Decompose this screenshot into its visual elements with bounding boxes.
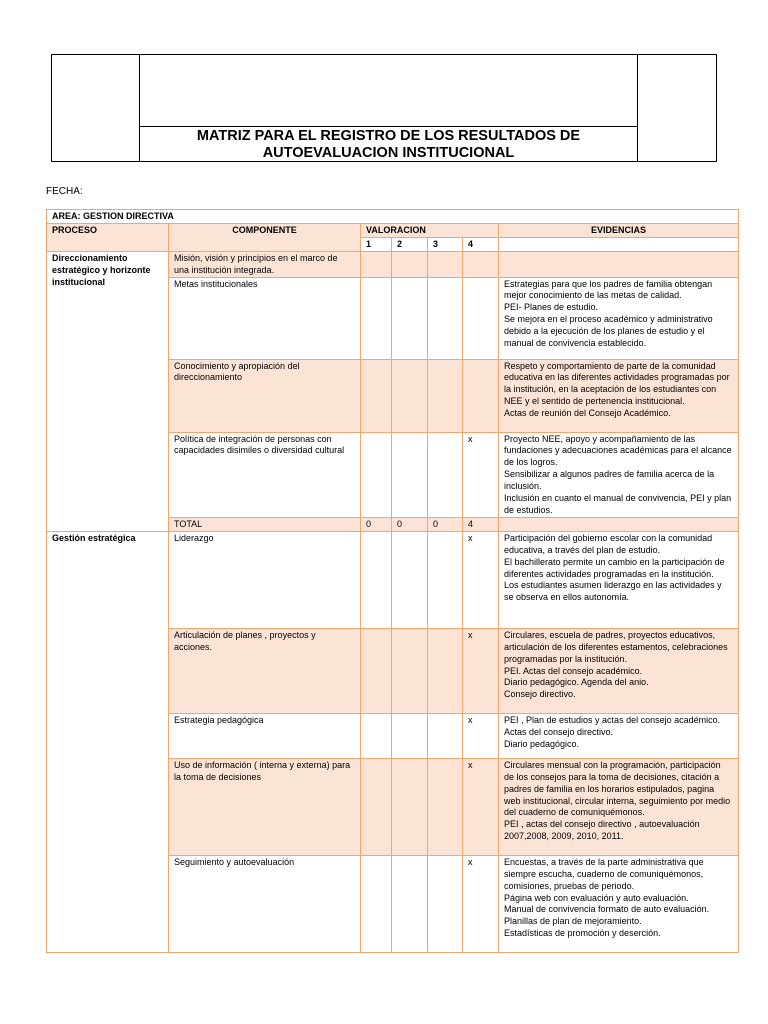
evidence-line: Se mejora en el proceso académico y administrativo debido a la ejecución de los planes de estudio y el manual de convivencia establecido. [504, 314, 713, 349]
column-header-row [47, 223, 739, 237]
val-cell-1 [361, 359, 392, 432]
val-cell-3 [428, 251, 463, 277]
evidencias-cell [499, 713, 739, 758]
evidencias-cell [499, 251, 739, 277]
val-cell-2 [392, 628, 428, 713]
val-cell-4: x [463, 758, 499, 855]
area-title: AREA: GESTION DIRECTIVA [47, 210, 739, 224]
componente-cell: Conocimiento y apropiación del direccionamiento [169, 359, 361, 432]
val-cell-1 [361, 713, 392, 758]
val-cell-3 [428, 758, 463, 855]
val-cell-3 [428, 359, 463, 432]
val-cell-2 [392, 277, 428, 359]
evidence-line: PEI- Planes de estudio. [504, 302, 599, 313]
evidence-line: Inclusión en cuanto el manual de convivencia, PEI y plan de estudios. [504, 493, 732, 515]
proceso-cell: Gestión estratégica [47, 531, 169, 952]
componente-cell: Metas institucionales [169, 277, 361, 359]
componente-cell: Articulación de planes , proyectos y acciones. [169, 628, 361, 713]
col-header-evidencias: EVIDENCIAS [499, 223, 739, 237]
val-cell-2 [392, 251, 428, 277]
val-cell-4: x [463, 432, 499, 517]
val-cell-4: x [463, 855, 499, 952]
evidence-line: Proyecto NEE, apoyo y acompañamiento de las fundaciones y adecuaciones académicas para el alcance de los logros. [504, 433, 732, 468]
evidence-line: El bachillerato permite un cambio en la participación de diferentes actividades programadas en la institución. [504, 556, 725, 579]
val-cell-2 [392, 758, 428, 855]
evidence-line: PEI , actas del consejo directivo , autoevaluación 2007,2008, 2009, 2010, 2011. [504, 819, 700, 842]
total-val-3: 0 [428, 517, 463, 531]
componente-cell: Seguimiento y autoevaluación [169, 855, 361, 952]
col-header-proceso: PROCESO [47, 223, 169, 251]
evidence-line: Diario pedagógico. Agenda del anio. [504, 677, 649, 688]
header-divider-horizontal [139, 126, 637, 127]
componente-cell: Misión, visión y principios en el marco de una institución integrada. [169, 251, 361, 277]
evidence-line: Estrategias para que los padres de familia obtengan mejor conocimiento de las metas de calidad. [504, 278, 713, 301]
evidence-line: Planillas de plan de mejoramiento. [504, 916, 642, 927]
val-cell-1 [361, 855, 392, 952]
total-val-1: 0 [361, 517, 392, 531]
val-cell-3 [428, 531, 463, 628]
evidence-line: Estadísticas de promoción y deserción. [504, 928, 661, 939]
evidence-line: Participación del gobierno escolar con la comunidad educativa, a través del plan de estudio. [504, 532, 713, 555]
val-cell-1 [361, 628, 392, 713]
table-row [47, 531, 739, 628]
evidence-line: Circulares, escuela de padres, proyectos educativos, articulación de los diferentes estamentos, celebraciones programadas por la institución. [504, 629, 728, 664]
evidencias-cell [499, 359, 739, 432]
val-cell-3 [428, 628, 463, 713]
val-cell-3 [428, 855, 463, 952]
evidence-line: Circulares mensual con la programación, participación de los consejos para la toma de decisiones, citación a padres de familia en los horarios estipulados, pagina web institucional, circular interna, seguimiento por medio del cuaderno de comuniquémonos. [504, 759, 731, 818]
val-cell-2 [392, 855, 428, 952]
val-cell-4 [463, 251, 499, 277]
componente-cell: Estrategia pedagógica [169, 713, 361, 758]
total-label: TOTAL [169, 517, 361, 531]
page-title [140, 128, 637, 162]
evidencias-cell [499, 531, 739, 628]
val-cell-4: x [463, 628, 499, 713]
title-line-2: AUTOEVALUACION INSTITUCIONAL [262, 145, 515, 161]
total-val-4: 4 [463, 517, 499, 531]
evaluation-matrix-table [46, 209, 739, 953]
evidencias-cell [499, 432, 739, 517]
val-header-1: 1 [361, 237, 392, 251]
componente-cell: Liderazgo [169, 531, 361, 628]
evidencias-cell [499, 277, 739, 359]
val-header-4: 4 [463, 237, 499, 251]
evidence-line: Manual de convivencia formato de auto evaluación. [504, 904, 710, 915]
evidencias-cell [499, 758, 739, 855]
title-line-1: MATRIZ PARA EL REGISTRO DE LOS RESULTADOS DE [196, 128, 581, 144]
val-cell-4: x [463, 713, 499, 758]
val-cell-1 [361, 277, 392, 359]
proceso-cell: Direccionamiento estratégico y horizonte institucional [47, 251, 169, 531]
table-row [47, 251, 739, 277]
total-val-2: 0 [392, 517, 428, 531]
val-cell-2 [392, 432, 428, 517]
col-header-valoracion: VALORACION [361, 223, 499, 237]
val-cell-4 [463, 277, 499, 359]
val-cell-1 [361, 251, 392, 277]
evidence-line: Consejo directivo. [504, 689, 576, 700]
componente-cell: Política de integración de personas con capacidades disimiles o diversidad cultural [169, 432, 361, 517]
val-cell-4 [463, 359, 499, 432]
evidence-line: Respeto y comportamiento de parte de la comunidad educativa en las diferentes actividades programadas por la institución, en la aceptación de los estudiantes con NEE y el sentido de pertenencia institucional. [504, 360, 730, 407]
evidence-line: PEI. Actas del consejo académico. [504, 665, 643, 676]
evidence-line: PEI , Plan de estudios y actas del consejo académico. [504, 714, 721, 725]
componente-cell: Uso de información ( interna y externa) para la toma de decisiones [169, 758, 361, 855]
evidencias-blank [499, 237, 739, 251]
evidence-line: Encuestas, a través de la parte administrativa que siempre escucha, cuaderno de comuniquémonos, comisiones, pruebas de periodo. [504, 856, 704, 891]
evidencias-cell [499, 517, 739, 531]
val-cell-3 [428, 277, 463, 359]
val-header-2: 2 [392, 237, 428, 251]
evidence-line: Actas de reunión del Consejo Académico. [504, 408, 671, 419]
evidence-line: Actas del consejo directivo. [504, 726, 614, 737]
evidence-line: Los estudiantes asumen liderazgo en las actividades y se observa en ellos autonomía. [504, 580, 722, 603]
val-cell-2 [392, 531, 428, 628]
val-cell-2 [392, 359, 428, 432]
val-cell-1 [361, 758, 392, 855]
evidencias-cell [499, 855, 739, 952]
val-cell-4: x [463, 531, 499, 628]
val-cell-3 [428, 713, 463, 758]
evidence-line: Sensibilizar a algunos padres de familia acerca de la inclusión. [504, 469, 715, 492]
val-cell-1 [361, 432, 392, 517]
evidence-line: Página web con evaluación y auto evaluación. [504, 892, 689, 903]
fecha-label: FECHA: [46, 186, 83, 197]
val-header-3: 3 [428, 237, 463, 251]
col-header-componente: COMPONENTE [169, 223, 361, 251]
val-cell-2 [392, 713, 428, 758]
val-cell-1 [361, 531, 392, 628]
val-cell-3 [428, 432, 463, 517]
evidence-line: Diario pedagógico. [504, 738, 580, 749]
document-header-box [51, 54, 717, 162]
evidencias-cell [499, 628, 739, 713]
header-divider-right [637, 55, 638, 161]
